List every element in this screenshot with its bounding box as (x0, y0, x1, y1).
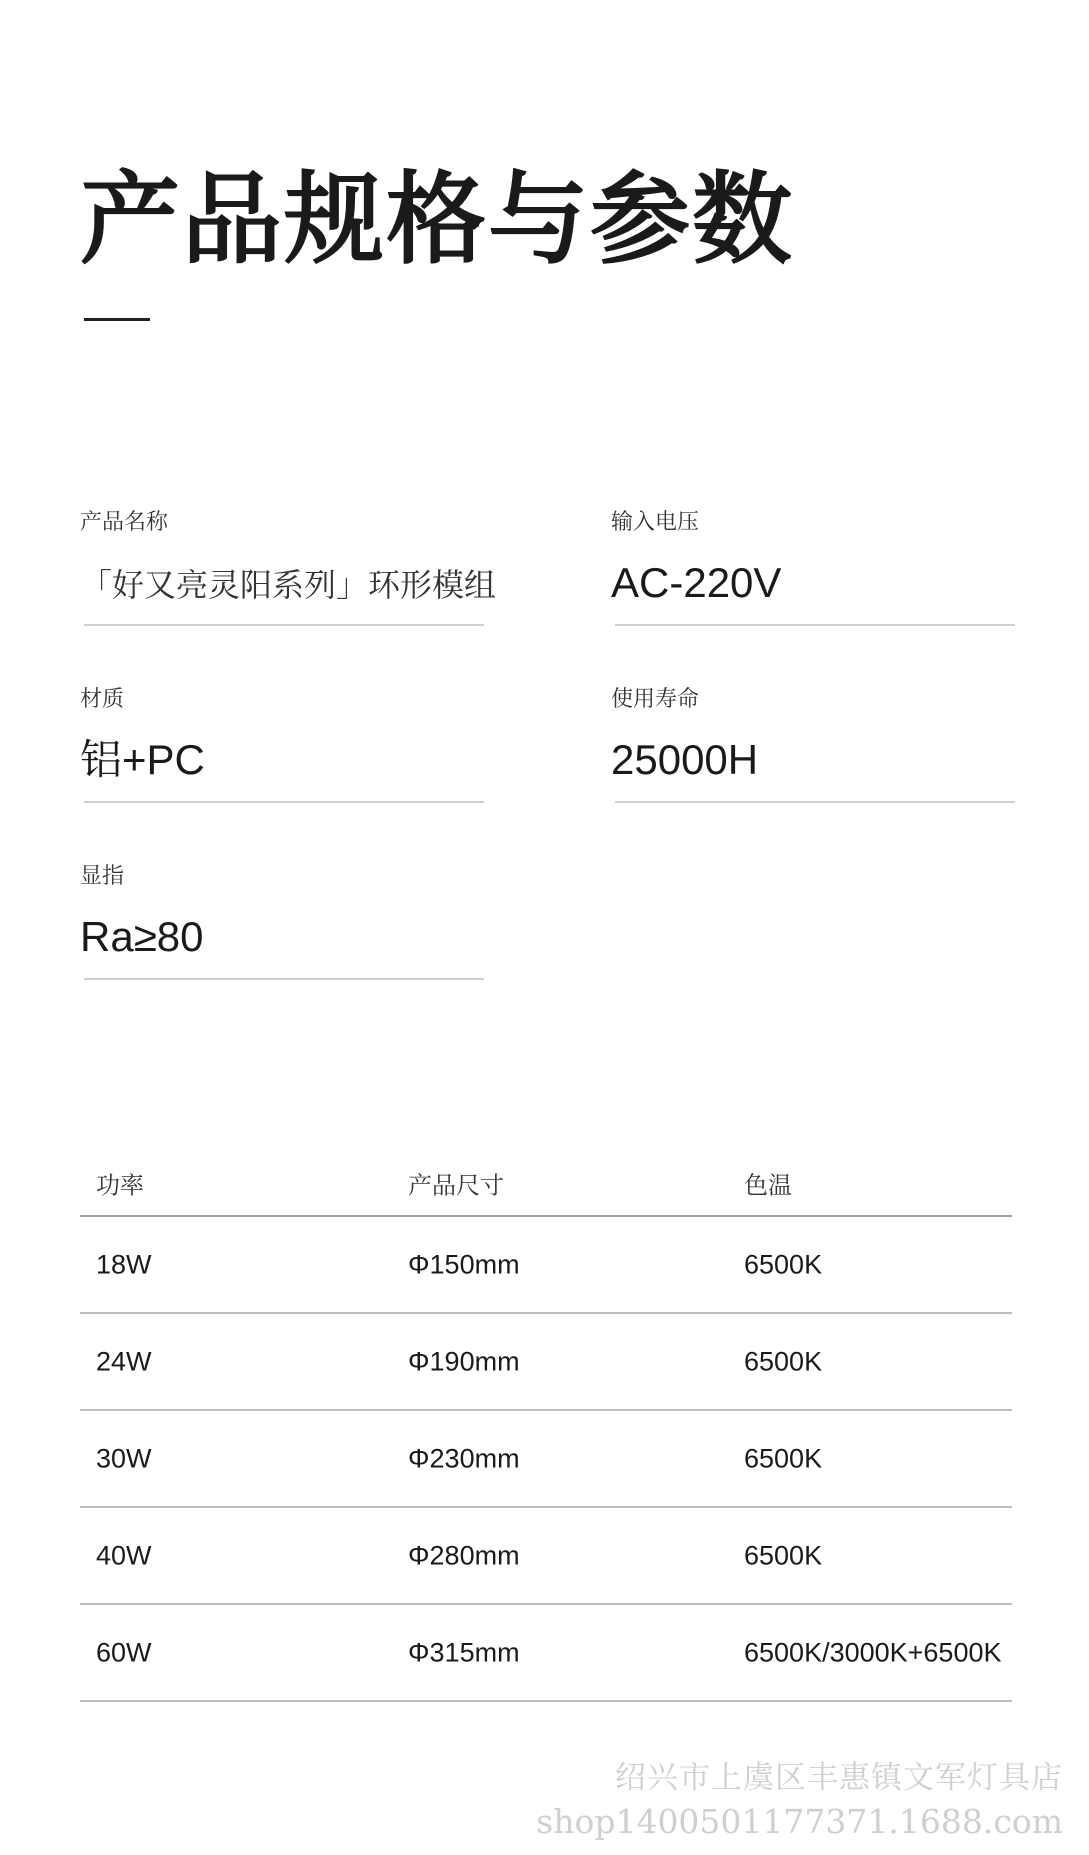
table-row (80, 1411, 1012, 1508)
spec-cri (80, 866, 480, 960)
page-title: 产品规格与参数 (80, 161, 794, 278)
table-cell-power: 40W (96, 1540, 152, 1570)
spec-divider (615, 624, 1015, 626)
spec-value: 铝+PC (80, 736, 205, 783)
spec-value: Ra≥80 (80, 913, 204, 960)
table-cell-size: Φ190mm (408, 1346, 520, 1376)
table-row (80, 1508, 1012, 1605)
spec-lifespan (611, 689, 1011, 783)
parameter-table (80, 1150, 1012, 1702)
table-cell-power: 60W (96, 1637, 152, 1667)
table-cell-color-temp: 6500K/3000K+6500K (744, 1637, 1002, 1667)
spec-label: 产品名称 (80, 510, 169, 535)
table-cell-color-temp: 6500K (744, 1346, 823, 1376)
spec-value: 25000H (611, 736, 759, 783)
table-cell-size: Φ280mm (408, 1540, 520, 1570)
table-header-row (80, 1150, 1012, 1217)
spec-value: AC-220V (611, 559, 782, 606)
spec-divider (84, 801, 484, 803)
watermark-shop-name: 绍兴市上虞区丰惠镇文军灯具店 (615, 1760, 1063, 1796)
table-cell-power: 24W (96, 1346, 152, 1376)
table-cell-size: Φ315mm (408, 1637, 520, 1667)
spec-label: 材质 (80, 687, 125, 712)
spec-divider (615, 801, 1015, 803)
table-cell-size: Φ230mm (408, 1443, 520, 1473)
table-cell-size: Φ150mm (408, 1249, 520, 1279)
spec-material (80, 689, 480, 783)
table-header-size: 产品尺寸 (408, 1171, 504, 1199)
spec-label: 显指 (80, 864, 125, 889)
table-cell-color-temp: 6500K (744, 1249, 823, 1279)
table-row (80, 1605, 1012, 1702)
table-row (80, 1314, 1012, 1411)
spec-divider (84, 978, 484, 980)
table-row (80, 1217, 1012, 1314)
spec-label: 使用寿命 (611, 687, 700, 712)
table-cell-power: 30W (96, 1443, 152, 1473)
table-cell-power: 18W (96, 1249, 152, 1279)
spec-value: 「好又亮灵阳系列」环形模组 (80, 567, 497, 603)
table-cell-color-temp: 6500K (744, 1540, 823, 1570)
spec-divider (84, 624, 484, 626)
title-underline (84, 318, 150, 321)
table-header-power: 功率 (96, 1171, 144, 1199)
spec-label: 输入电压 (611, 510, 700, 535)
spec-input-voltage (611, 512, 1011, 606)
table-header-color-temp: 色温 (744, 1171, 792, 1199)
spec-product-name (80, 510, 497, 603)
table-cell-color-temp: 6500K (744, 1443, 823, 1473)
watermark-shop-url: shop1400501177371.1688.com (536, 1802, 1063, 1841)
